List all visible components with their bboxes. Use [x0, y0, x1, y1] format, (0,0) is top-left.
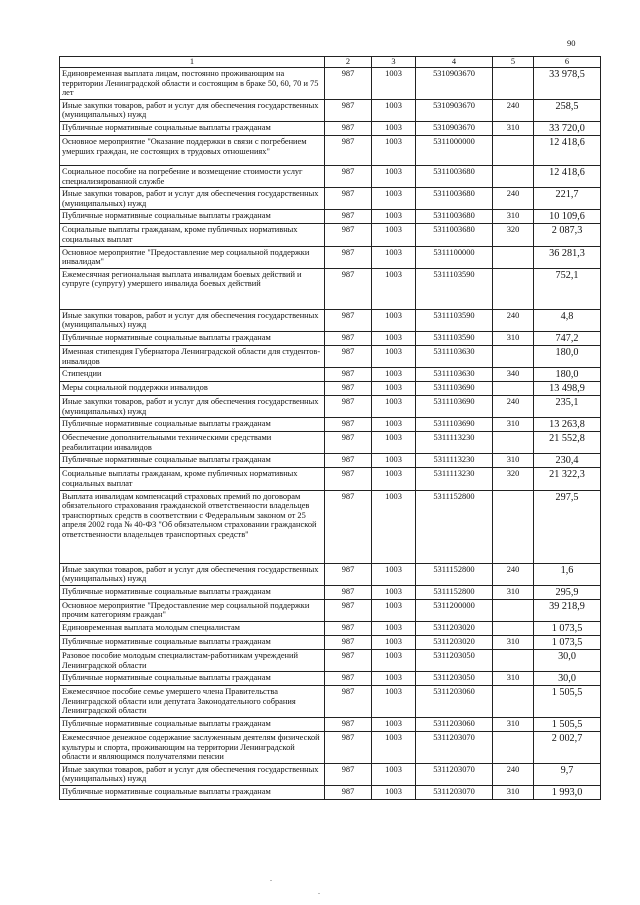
row-vr — [493, 246, 534, 268]
row-vr: 310 — [493, 121, 534, 135]
row-sum: 30,0 — [534, 650, 601, 672]
row-sum: 21 552,8 — [534, 432, 601, 454]
row-csr: 5311003680 — [416, 210, 493, 224]
row-name: Публичные нормативные социальные выплаты гражданам — [60, 121, 325, 135]
row-sum: 752,1 — [534, 268, 601, 309]
row-sum: 1 993,0 — [534, 785, 601, 799]
row-csr: 5311203070 — [416, 785, 493, 799]
row-csr: 5311203070 — [416, 732, 493, 764]
row-csr: 5311000000 — [416, 135, 493, 165]
table-row — [60, 563, 601, 585]
row-vr: 310 — [493, 785, 534, 799]
table-row — [60, 418, 601, 432]
table-row — [60, 210, 601, 224]
row-sum: 30,0 — [534, 672, 601, 686]
row-vr: 240 — [493, 763, 534, 785]
row-name: Публичные нормативные социальные выплаты гражданам — [60, 585, 325, 599]
row-vr: 240 — [493, 563, 534, 585]
row-rz: 1003 — [372, 418, 416, 432]
row-csr: 5311200000 — [416, 599, 493, 621]
row-gr: 987 — [325, 418, 372, 432]
row-name: Ежемесячная региональная выплата инвалидам боевых действий и супруге (супругу) умершего инвалида боевых действий — [60, 268, 325, 309]
row-sum: 747,2 — [534, 331, 601, 345]
row-name: Публичные нормативные социальные выплаты гражданам — [60, 331, 325, 345]
row-rz: 1003 — [372, 686, 416, 718]
table-row — [60, 636, 601, 650]
table-row — [60, 468, 601, 490]
row-rz: 1003 — [372, 135, 416, 165]
row-gr: 987 — [325, 672, 372, 686]
row-vr: 340 — [493, 368, 534, 382]
row-csr: 5311203070 — [416, 763, 493, 785]
row-vr — [493, 268, 534, 309]
row-sum: 36 281,3 — [534, 246, 601, 268]
row-csr: 5311003680 — [416, 188, 493, 210]
row-gr: 987 — [325, 246, 372, 268]
row-name: Именная стипендия Губернатора Ленинградской области для студентов-инвалидов — [60, 345, 325, 367]
row-csr: 5311103590 — [416, 331, 493, 345]
row-name: Обеспечение дополнительными техническими средствами реабилитации инвалидов — [60, 432, 325, 454]
row-csr: 5311103590 — [416, 268, 493, 309]
row-gr: 987 — [325, 585, 372, 599]
row-sum: 221,7 — [534, 188, 601, 210]
row-sum: 21 322,3 — [534, 468, 601, 490]
row-csr: 5311003680 — [416, 165, 493, 187]
row-sum: 230,4 — [534, 454, 601, 468]
budget-table — [59, 56, 601, 800]
table-row — [60, 99, 601, 121]
header-col-csr: 4 — [416, 57, 493, 68]
row-gr: 987 — [325, 188, 372, 210]
row-rz: 1003 — [372, 454, 416, 468]
row-name: Основное мероприятие "Предоставление мер социальной поддержки прочим категориям граждан" — [60, 599, 325, 621]
row-gr: 987 — [325, 468, 372, 490]
row-rz: 1003 — [372, 599, 416, 621]
row-vr — [493, 622, 534, 636]
row-sum: 235,1 — [534, 396, 601, 418]
row-name: Иные закупки товаров, работ и услуг для обеспечения государственных (муниципальных) нужд — [60, 763, 325, 785]
header-col-gr: 2 — [325, 57, 372, 68]
row-name: Иные закупки товаров, работ и услуг для обеспечения государственных (муниципальных) нужд — [60, 188, 325, 210]
row-vr — [493, 68, 534, 100]
row-csr: 5311100000 — [416, 246, 493, 268]
row-csr: 5311152800 — [416, 585, 493, 599]
row-rz: 1003 — [372, 763, 416, 785]
row-vr — [493, 135, 534, 165]
row-gr: 987 — [325, 686, 372, 718]
header-col-name: 1 — [60, 57, 325, 68]
row-rz: 1003 — [372, 585, 416, 599]
table-row — [60, 490, 601, 563]
row-sum: 1,6 — [534, 563, 601, 585]
row-rz: 1003 — [372, 246, 416, 268]
row-name: Иные закупки товаров, работ и услуг для обеспечения государственных (муниципальных) нужд — [60, 99, 325, 121]
row-csr: 5310903670 — [416, 68, 493, 100]
table-row — [60, 686, 601, 718]
row-vr: 310 — [493, 636, 534, 650]
row-gr: 987 — [325, 599, 372, 621]
row-rz: 1003 — [372, 99, 416, 121]
table-row — [60, 121, 601, 135]
table-header-row — [60, 57, 601, 68]
row-rz: 1003 — [372, 432, 416, 454]
row-gr: 987 — [325, 622, 372, 636]
row-gr: 987 — [325, 368, 372, 382]
row-sum: 10 109,6 — [534, 210, 601, 224]
table-row — [60, 672, 601, 686]
table-row — [60, 224, 601, 246]
row-gr: 987 — [325, 382, 372, 396]
row-sum: 4,8 — [534, 309, 601, 331]
row-gr: 987 — [325, 210, 372, 224]
row-gr: 987 — [325, 121, 372, 135]
row-rz: 1003 — [372, 382, 416, 396]
row-gr: 987 — [325, 732, 372, 764]
row-vr: 320 — [493, 224, 534, 246]
row-vr: 240 — [493, 309, 534, 331]
row-sum: 1 073,5 — [534, 622, 601, 636]
row-sum: 39 218,9 — [534, 599, 601, 621]
row-sum: 12 418,6 — [534, 165, 601, 187]
table-row — [60, 396, 601, 418]
row-rz: 1003 — [372, 672, 416, 686]
table-row — [60, 331, 601, 345]
row-gr: 987 — [325, 396, 372, 418]
row-name: Иные закупки товаров, работ и услуг для обеспечения государственных (муниципальных) нужд — [60, 396, 325, 418]
row-vr: 310 — [493, 331, 534, 345]
table-row — [60, 622, 601, 636]
row-gr: 987 — [325, 345, 372, 367]
row-name: Стипендии — [60, 368, 325, 382]
row-gr: 987 — [325, 785, 372, 799]
row-sum: 180,0 — [534, 345, 601, 367]
row-rz: 1003 — [372, 622, 416, 636]
table-row — [60, 268, 601, 309]
row-rz: 1003 — [372, 165, 416, 187]
row-name: Единовременная выплата молодым специалистам — [60, 622, 325, 636]
row-gr: 987 — [325, 309, 372, 331]
row-gr: 987 — [325, 650, 372, 672]
header-col-sum: 6 — [534, 57, 601, 68]
row-name: Основное мероприятие "Оказание поддержки в связи с погребением умерших граждан, не состоящих в трудовых отношениях" — [60, 135, 325, 165]
row-rz: 1003 — [372, 210, 416, 224]
row-csr: 5311203020 — [416, 622, 493, 636]
row-rz: 1003 — [372, 309, 416, 331]
row-gr: 987 — [325, 99, 372, 121]
row-csr: 5311203020 — [416, 636, 493, 650]
row-name: Ежемесячное пособие семье умершего члена Правительства Ленинградской области или депутата Законодательного собрания Ленинградской области — [60, 686, 325, 718]
row-vr — [493, 732, 534, 764]
row-vr: 310 — [493, 585, 534, 599]
row-sum: 1 505,5 — [534, 686, 601, 718]
row-rz: 1003 — [372, 121, 416, 135]
row-vr — [493, 432, 534, 454]
table-row — [60, 599, 601, 621]
row-vr — [493, 599, 534, 621]
row-csr: 5311113230 — [416, 432, 493, 454]
table-row — [60, 585, 601, 599]
table-row — [60, 432, 601, 454]
row-vr: 240 — [493, 188, 534, 210]
row-name: Публичные нормативные социальные выплаты гражданам — [60, 785, 325, 799]
row-csr: 5311203060 — [416, 718, 493, 732]
row-vr: 240 — [493, 99, 534, 121]
row-name: Публичные нормативные социальные выплаты гражданам — [60, 418, 325, 432]
row-vr — [493, 490, 534, 563]
row-name: Основное мероприятие "Предоставление мер социальной поддержки инвалидам" — [60, 246, 325, 268]
row-csr: 5311103630 — [416, 345, 493, 367]
row-gr: 987 — [325, 432, 372, 454]
row-sum: 13 263,8 — [534, 418, 601, 432]
row-name: Социальные выплаты гражданам, кроме публичных нормативных социальных выплат — [60, 468, 325, 490]
row-csr: 5311103590 — [416, 309, 493, 331]
row-rz: 1003 — [372, 268, 416, 309]
row-name: Публичные нормативные социальные выплаты гражданам — [60, 672, 325, 686]
row-csr: 5311152800 — [416, 490, 493, 563]
table-row — [60, 246, 601, 268]
row-sum: 33 978,5 — [534, 68, 601, 100]
row-rz: 1003 — [372, 368, 416, 382]
row-csr: 5311203050 — [416, 650, 493, 672]
page-number: 90 — [567, 38, 576, 48]
row-csr: 5311103690 — [416, 396, 493, 418]
table-row — [60, 785, 601, 799]
row-rz: 1003 — [372, 331, 416, 345]
table-row — [60, 165, 601, 187]
row-sum: 13 498,9 — [534, 382, 601, 396]
row-name: Публичные нормативные социальные выплаты гражданам — [60, 636, 325, 650]
row-vr — [493, 345, 534, 367]
row-vr: 320 — [493, 468, 534, 490]
row-sum: 297,5 — [534, 490, 601, 563]
table-row — [60, 188, 601, 210]
header-col-rz: 3 — [372, 57, 416, 68]
row-rz: 1003 — [372, 468, 416, 490]
table-row — [60, 718, 601, 732]
row-csr: 5310903670 — [416, 121, 493, 135]
row-gr: 987 — [325, 331, 372, 345]
row-vr — [493, 165, 534, 187]
row-csr: 5311103630 — [416, 368, 493, 382]
row-csr: 5311003680 — [416, 224, 493, 246]
row-vr — [493, 382, 534, 396]
row-sum: 33 720,0 — [534, 121, 601, 135]
row-sum: 1 073,5 — [534, 636, 601, 650]
row-csr: 5311103690 — [416, 382, 493, 396]
row-rz: 1003 — [372, 636, 416, 650]
row-gr: 987 — [325, 224, 372, 246]
row-gr: 987 — [325, 490, 372, 563]
row-vr: 310 — [493, 454, 534, 468]
row-vr — [493, 686, 534, 718]
row-csr: 5311203050 — [416, 672, 493, 686]
row-vr: 310 — [493, 418, 534, 432]
scan-speck — [318, 893, 320, 894]
table-row — [60, 382, 601, 396]
row-gr: 987 — [325, 454, 372, 468]
table-row — [60, 135, 601, 165]
row-rz: 1003 — [372, 68, 416, 100]
row-rz: 1003 — [372, 188, 416, 210]
header-col-vr: 5 — [493, 57, 534, 68]
row-csr: 5311203060 — [416, 686, 493, 718]
row-rz: 1003 — [372, 563, 416, 585]
row-sum: 258,5 — [534, 99, 601, 121]
row-sum: 295,9 — [534, 585, 601, 599]
row-name: Ежемесячное денежное содержание заслуженным деятелям физической культуры и спорта, проживающим на территории Ленинградской области и являющимся получателями пенсии — [60, 732, 325, 764]
row-gr: 987 — [325, 268, 372, 309]
row-csr: 5311152800 — [416, 563, 493, 585]
table-body — [60, 68, 601, 800]
row-csr: 5311103690 — [416, 418, 493, 432]
row-rz: 1003 — [372, 650, 416, 672]
table-row — [60, 732, 601, 764]
row-rz: 1003 — [372, 732, 416, 764]
row-name: Иные закупки товаров, работ и услуг для обеспечения государственных (муниципальных) нужд — [60, 309, 325, 331]
row-gr: 987 — [325, 68, 372, 100]
row-vr: 240 — [493, 396, 534, 418]
row-gr: 987 — [325, 763, 372, 785]
row-rz: 1003 — [372, 785, 416, 799]
row-vr: 310 — [493, 718, 534, 732]
row-name: Иные закупки товаров, работ и услуг для обеспечения государственных (муниципальных) нужд — [60, 563, 325, 585]
row-csr: 5310903670 — [416, 99, 493, 121]
row-gr: 987 — [325, 135, 372, 165]
row-vr — [493, 650, 534, 672]
row-sum: 12 418,6 — [534, 135, 601, 165]
row-csr: 5311113230 — [416, 468, 493, 490]
row-name: Публичные нормативные социальные выплаты гражданам — [60, 210, 325, 224]
row-rz: 1003 — [372, 345, 416, 367]
row-name: Социальное пособие на погребение и возмещение стоимости услуг специализированной службе — [60, 165, 325, 187]
row-sum: 2 087,3 — [534, 224, 601, 246]
table-row — [60, 454, 601, 468]
row-gr: 987 — [325, 563, 372, 585]
row-sum: 180,0 — [534, 368, 601, 382]
row-name: Единовременная выплата лицам, постоянно проживающим на территории Ленинградской области и состоящим в браке 50, 60, 70 и 75 лет — [60, 68, 325, 100]
row-gr: 987 — [325, 718, 372, 732]
row-sum: 1 505,5 — [534, 718, 601, 732]
row-name: Публичные нормативные социальные выплаты гражданам — [60, 454, 325, 468]
row-vr: 310 — [493, 210, 534, 224]
table-row — [60, 345, 601, 367]
row-name: Социальные выплаты гражданам, кроме публичных нормативных социальных выплат — [60, 224, 325, 246]
table-row — [60, 368, 601, 382]
row-vr: 310 — [493, 672, 534, 686]
row-sum: 2 002,7 — [534, 732, 601, 764]
row-csr: 5311113230 — [416, 454, 493, 468]
row-gr: 987 — [325, 165, 372, 187]
table-row — [60, 68, 601, 100]
row-rz: 1003 — [372, 224, 416, 246]
row-name: Разовое пособие молодым специалистам-работникам учреждений Ленинградской области — [60, 650, 325, 672]
row-rz: 1003 — [372, 718, 416, 732]
table-row — [60, 763, 601, 785]
row-rz: 1003 — [372, 396, 416, 418]
table-row — [60, 650, 601, 672]
row-name: Выплата инвалидам компенсаций страховых премий по договорам обязательного страхования гражданской ответственности владельцев транспортных средств в соответствии с Федеральным законом от 25 апреля 2002 года № 40-ФЗ "Об обязательном страховании гражданской ответственности владельцев транспортных средств" — [60, 490, 325, 563]
scan-speck — [270, 880, 272, 881]
table-row — [60, 309, 601, 331]
row-gr: 987 — [325, 636, 372, 650]
row-name: Меры социальной поддержки инвалидов — [60, 382, 325, 396]
row-rz: 1003 — [372, 490, 416, 563]
row-sum: 9,7 — [534, 763, 601, 785]
row-name: Публичные нормативные социальные выплаты гражданам — [60, 718, 325, 732]
